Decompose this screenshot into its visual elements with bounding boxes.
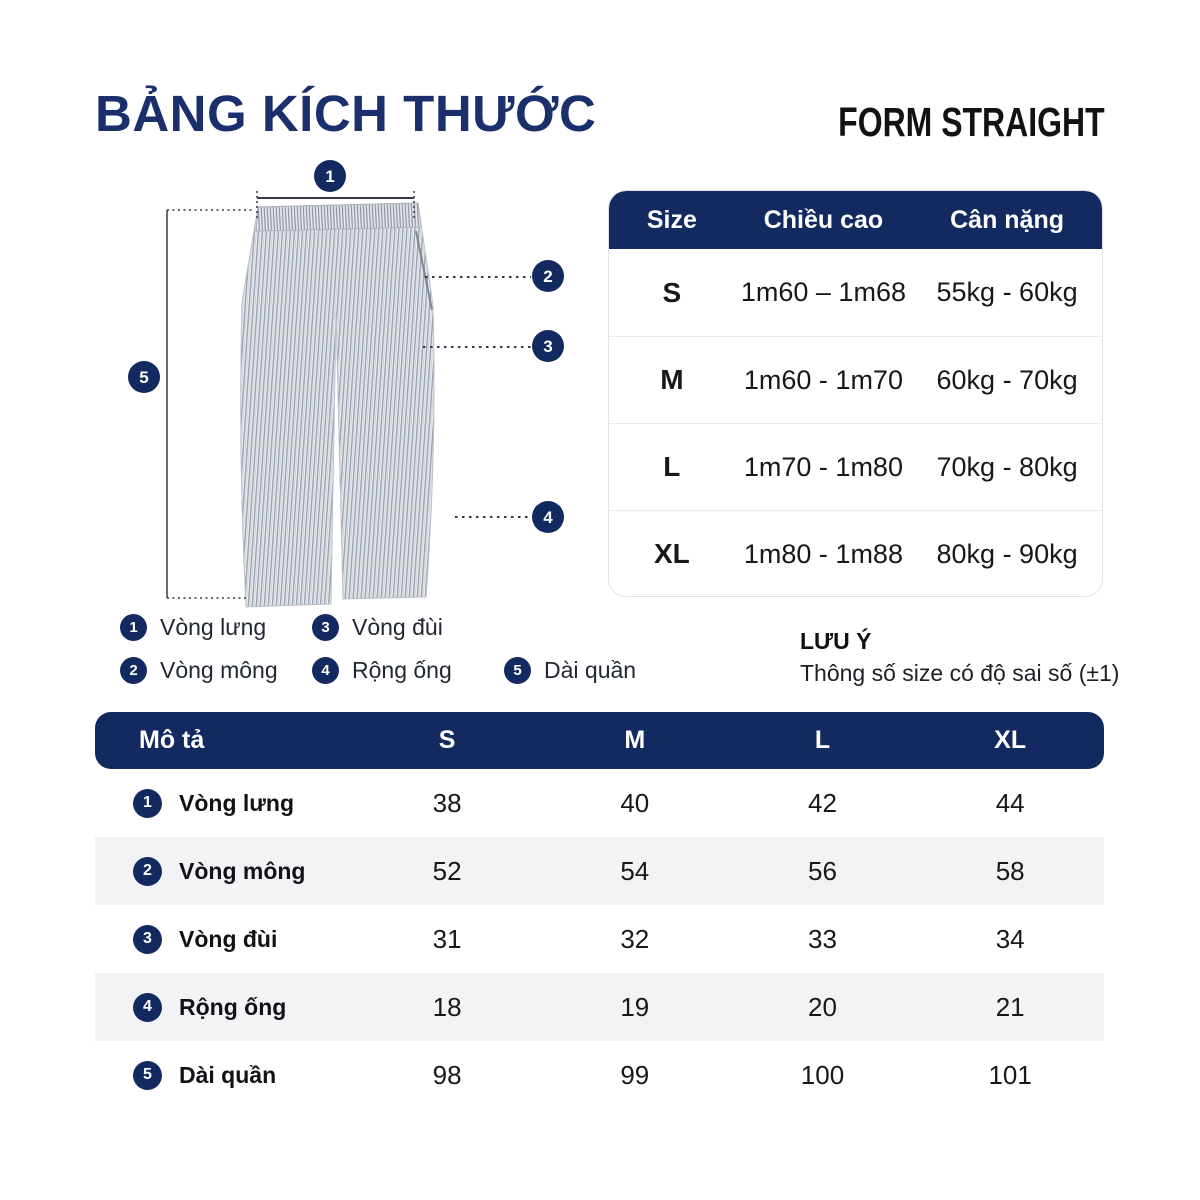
col-m: M xyxy=(624,726,646,754)
size-value: M xyxy=(660,364,684,395)
row-label: Vòng đùi xyxy=(179,925,278,952)
table-row-legopening xyxy=(95,973,1104,1041)
col-weight: Cân nặng xyxy=(950,205,1065,234)
size-value: L xyxy=(663,451,681,482)
value-xl: 44 xyxy=(995,787,1025,818)
height-range: 1m60 - 1m70 xyxy=(743,364,903,395)
row-badge-5: 5 xyxy=(133,1061,162,1090)
value-l: 100 xyxy=(800,1059,845,1090)
table-row xyxy=(609,510,1102,597)
value-s: 31 xyxy=(432,923,462,954)
row-badge-1: 1 xyxy=(133,789,162,818)
svg-text:2: 2 xyxy=(543,267,553,286)
legend-item-hip xyxy=(120,657,278,684)
col-description: Mô tả xyxy=(139,726,205,754)
legend-badge-3: 3 xyxy=(312,614,339,641)
measurements-table-header xyxy=(95,712,1104,769)
col-height: Chiều cao xyxy=(763,205,884,234)
value-s: 98 xyxy=(432,1059,462,1090)
legend-badge-5: 5 xyxy=(504,657,531,684)
table-row xyxy=(609,249,1102,336)
legend-item-length xyxy=(504,657,636,684)
value-s: 18 xyxy=(432,991,462,1022)
height-weight-table-header xyxy=(609,191,1102,249)
marker-4 xyxy=(532,501,564,533)
legend-badge-1: 1 xyxy=(120,614,147,641)
value-s: 38 xyxy=(432,787,462,818)
note-block xyxy=(800,628,1140,687)
svg-text:1: 1 xyxy=(325,167,335,186)
table-row-thigh xyxy=(95,905,1104,973)
height-weight-table xyxy=(608,190,1103,597)
svg-text:5: 5 xyxy=(139,368,149,387)
height-range: 1m60 – 1m68 xyxy=(740,277,906,307)
col-l: L xyxy=(814,726,831,754)
value-xl: 101 xyxy=(988,1059,1032,1090)
pants-measurement-diagram xyxy=(95,150,600,620)
value-m: 32 xyxy=(620,923,650,954)
marker-3 xyxy=(532,330,564,362)
row-label: Vòng mông xyxy=(179,857,306,884)
svg-text:4: 4 xyxy=(543,508,553,527)
value-xl: 34 xyxy=(995,923,1025,954)
page-title: BẢNG KÍCH THƯỚC xyxy=(95,85,597,142)
col-size: Size xyxy=(646,205,697,234)
value-l: 42 xyxy=(808,787,837,818)
value-m: 40 xyxy=(620,787,650,818)
marker-5 xyxy=(128,361,160,393)
form-style-label: FORM STRAIGHT xyxy=(838,99,1105,145)
legend-badge-2: 2 xyxy=(120,657,147,684)
measurements-table xyxy=(95,712,1104,1109)
note-title: LƯU Ý xyxy=(800,628,872,654)
legend-label-thigh: Vòng đùi xyxy=(352,614,443,640)
table-row xyxy=(609,336,1102,423)
weight-range: 55kg - 60kg xyxy=(936,277,1078,307)
marker-2 xyxy=(532,260,564,292)
row-label: Rộng ống xyxy=(179,993,287,1020)
table-row xyxy=(609,423,1102,510)
weight-range: 70kg - 80kg xyxy=(936,451,1078,482)
value-l: 56 xyxy=(808,855,837,886)
legend-item-thigh xyxy=(312,614,443,641)
col-xl: XL xyxy=(994,726,1027,754)
value-xl: 58 xyxy=(995,855,1025,886)
legend-badge-4: 4 xyxy=(312,657,339,684)
legend-label-length: Dài quần xyxy=(544,657,637,683)
weight-range: 60kg - 70kg xyxy=(936,364,1078,395)
table-row-length xyxy=(95,1041,1104,1109)
svg-text:3: 3 xyxy=(543,337,553,356)
value-l: 33 xyxy=(808,923,837,954)
height-range: 1m70 - 1m80 xyxy=(743,451,903,482)
table-row-waist xyxy=(95,769,1104,837)
value-m: 54 xyxy=(620,855,650,886)
col-s: S xyxy=(438,726,456,754)
value-m: 19 xyxy=(620,991,650,1022)
legend-label-hip: Vòng mông xyxy=(160,657,278,683)
measure-length xyxy=(167,210,253,598)
legend-label-legopening: Rộng ống xyxy=(352,657,452,683)
value-m: 99 xyxy=(620,1059,650,1090)
value-l: 20 xyxy=(808,991,837,1022)
legend-item-legopening xyxy=(312,657,452,684)
size-value: XL xyxy=(653,538,690,569)
row-label: Dài quần xyxy=(179,1061,277,1088)
legend-label-waist: Vòng lưng xyxy=(160,614,267,640)
value-xl: 21 xyxy=(995,991,1025,1022)
row-badge-4: 4 xyxy=(133,993,162,1022)
pants-illustration xyxy=(241,203,434,607)
size-value: S xyxy=(662,276,682,308)
value-s: 52 xyxy=(432,855,462,886)
height-range: 1m80 - 1m88 xyxy=(743,538,903,569)
waistband xyxy=(256,203,421,231)
table-row-hip xyxy=(95,837,1104,905)
legend-item-waist xyxy=(120,614,266,641)
row-label: Vòng lưng xyxy=(179,789,295,816)
marker-1 xyxy=(314,160,346,192)
weight-range: 80kg - 90kg xyxy=(936,538,1078,569)
row-badge-3: 3 xyxy=(133,925,162,954)
row-badge-2: 2 xyxy=(133,857,162,886)
note-text: Thông số size có độ sai số (±1) xyxy=(800,660,1120,686)
